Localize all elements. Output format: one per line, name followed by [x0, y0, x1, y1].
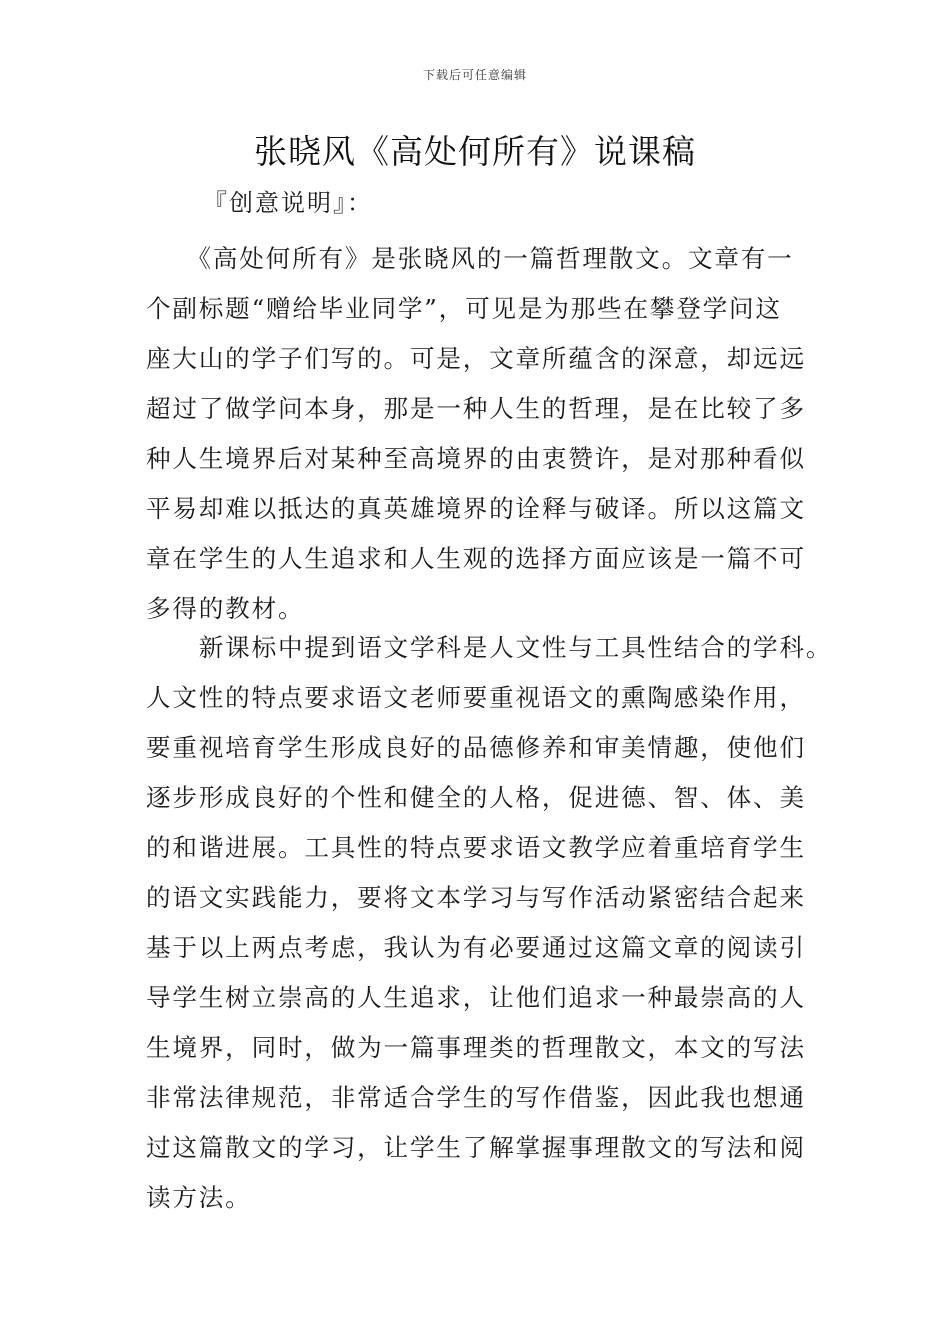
text-line: 的语文实践能力，要将文本学习与写作活动紧密结合起来 [146, 883, 806, 912]
text-line: 个副标题“赠给毕业同学”，可见是为那些在攀登学问这 [146, 294, 782, 323]
text-line: 的和谐进展。工具性的特点要求语文教学应着重培育学生 [146, 833, 806, 862]
text-line: 章在学生的人生追求和人生观的选择方面应该是一篇不可 [146, 544, 806, 573]
text-line: 读方法。 [146, 1183, 252, 1212]
text-line: 座大山的学子们写的。可是，文章所蕴含的深意，却远远 [146, 344, 806, 373]
text-line: 基于以上两点考虑，我认为有必要通过这篇文章的阅读引 [146, 933, 806, 962]
text-line: 人文性的特点要求语文老师要重视语文的熏陶感染作用， [146, 683, 806, 712]
section-label: 『创意说明』： [203, 189, 373, 217]
text-line: 新课标中提到语文学科是人文性与工具性结合的学科。 [146, 633, 833, 662]
page-header-note: 下载后可任意编辑 [422, 68, 527, 82]
text-line: 多得的教材。 [146, 594, 305, 623]
text-line: 《高处何所有》是张晓风的一篇哲理散文。文章有一 [146, 244, 794, 273]
paragraph-curriculum [146, 623, 833, 1223]
text-line: 要重视培育学生形成良好的品德修养和审美情趣，使他们 [146, 733, 806, 762]
text-line: 非常法律规范，非常适合学生的写作借鉴，因此我也想通 [146, 1083, 806, 1112]
paragraph-intro [146, 234, 818, 634]
text-line: 过这篇散文的学习，让学生了解掌握事理散文的写法和阅 [146, 1133, 806, 1162]
text-line: 生境界，同时，做为一篇事理类的哲理散文，本文的写法 [146, 1033, 806, 1062]
document-title: 张晓风《高处何所有》说课稿 [254, 132, 696, 171]
text-line: 超过了做学问本身，那是一种人生的哲理，是在比较了多 [146, 394, 806, 423]
text-line: 平易却难以抵达的真英雄境界的诠释与破译。所以这篇文 [146, 494, 806, 523]
text-line: 种人生境界后对某种至高境界的由衷赞许，是对那种看似 [146, 444, 806, 473]
text-line: 逐步形成良好的个性和健全的人格，促进德、智、体、美 [146, 783, 806, 812]
text-line: 导学生树立崇高的人生追求，让他们追求一种最崇高的人 [146, 983, 806, 1012]
